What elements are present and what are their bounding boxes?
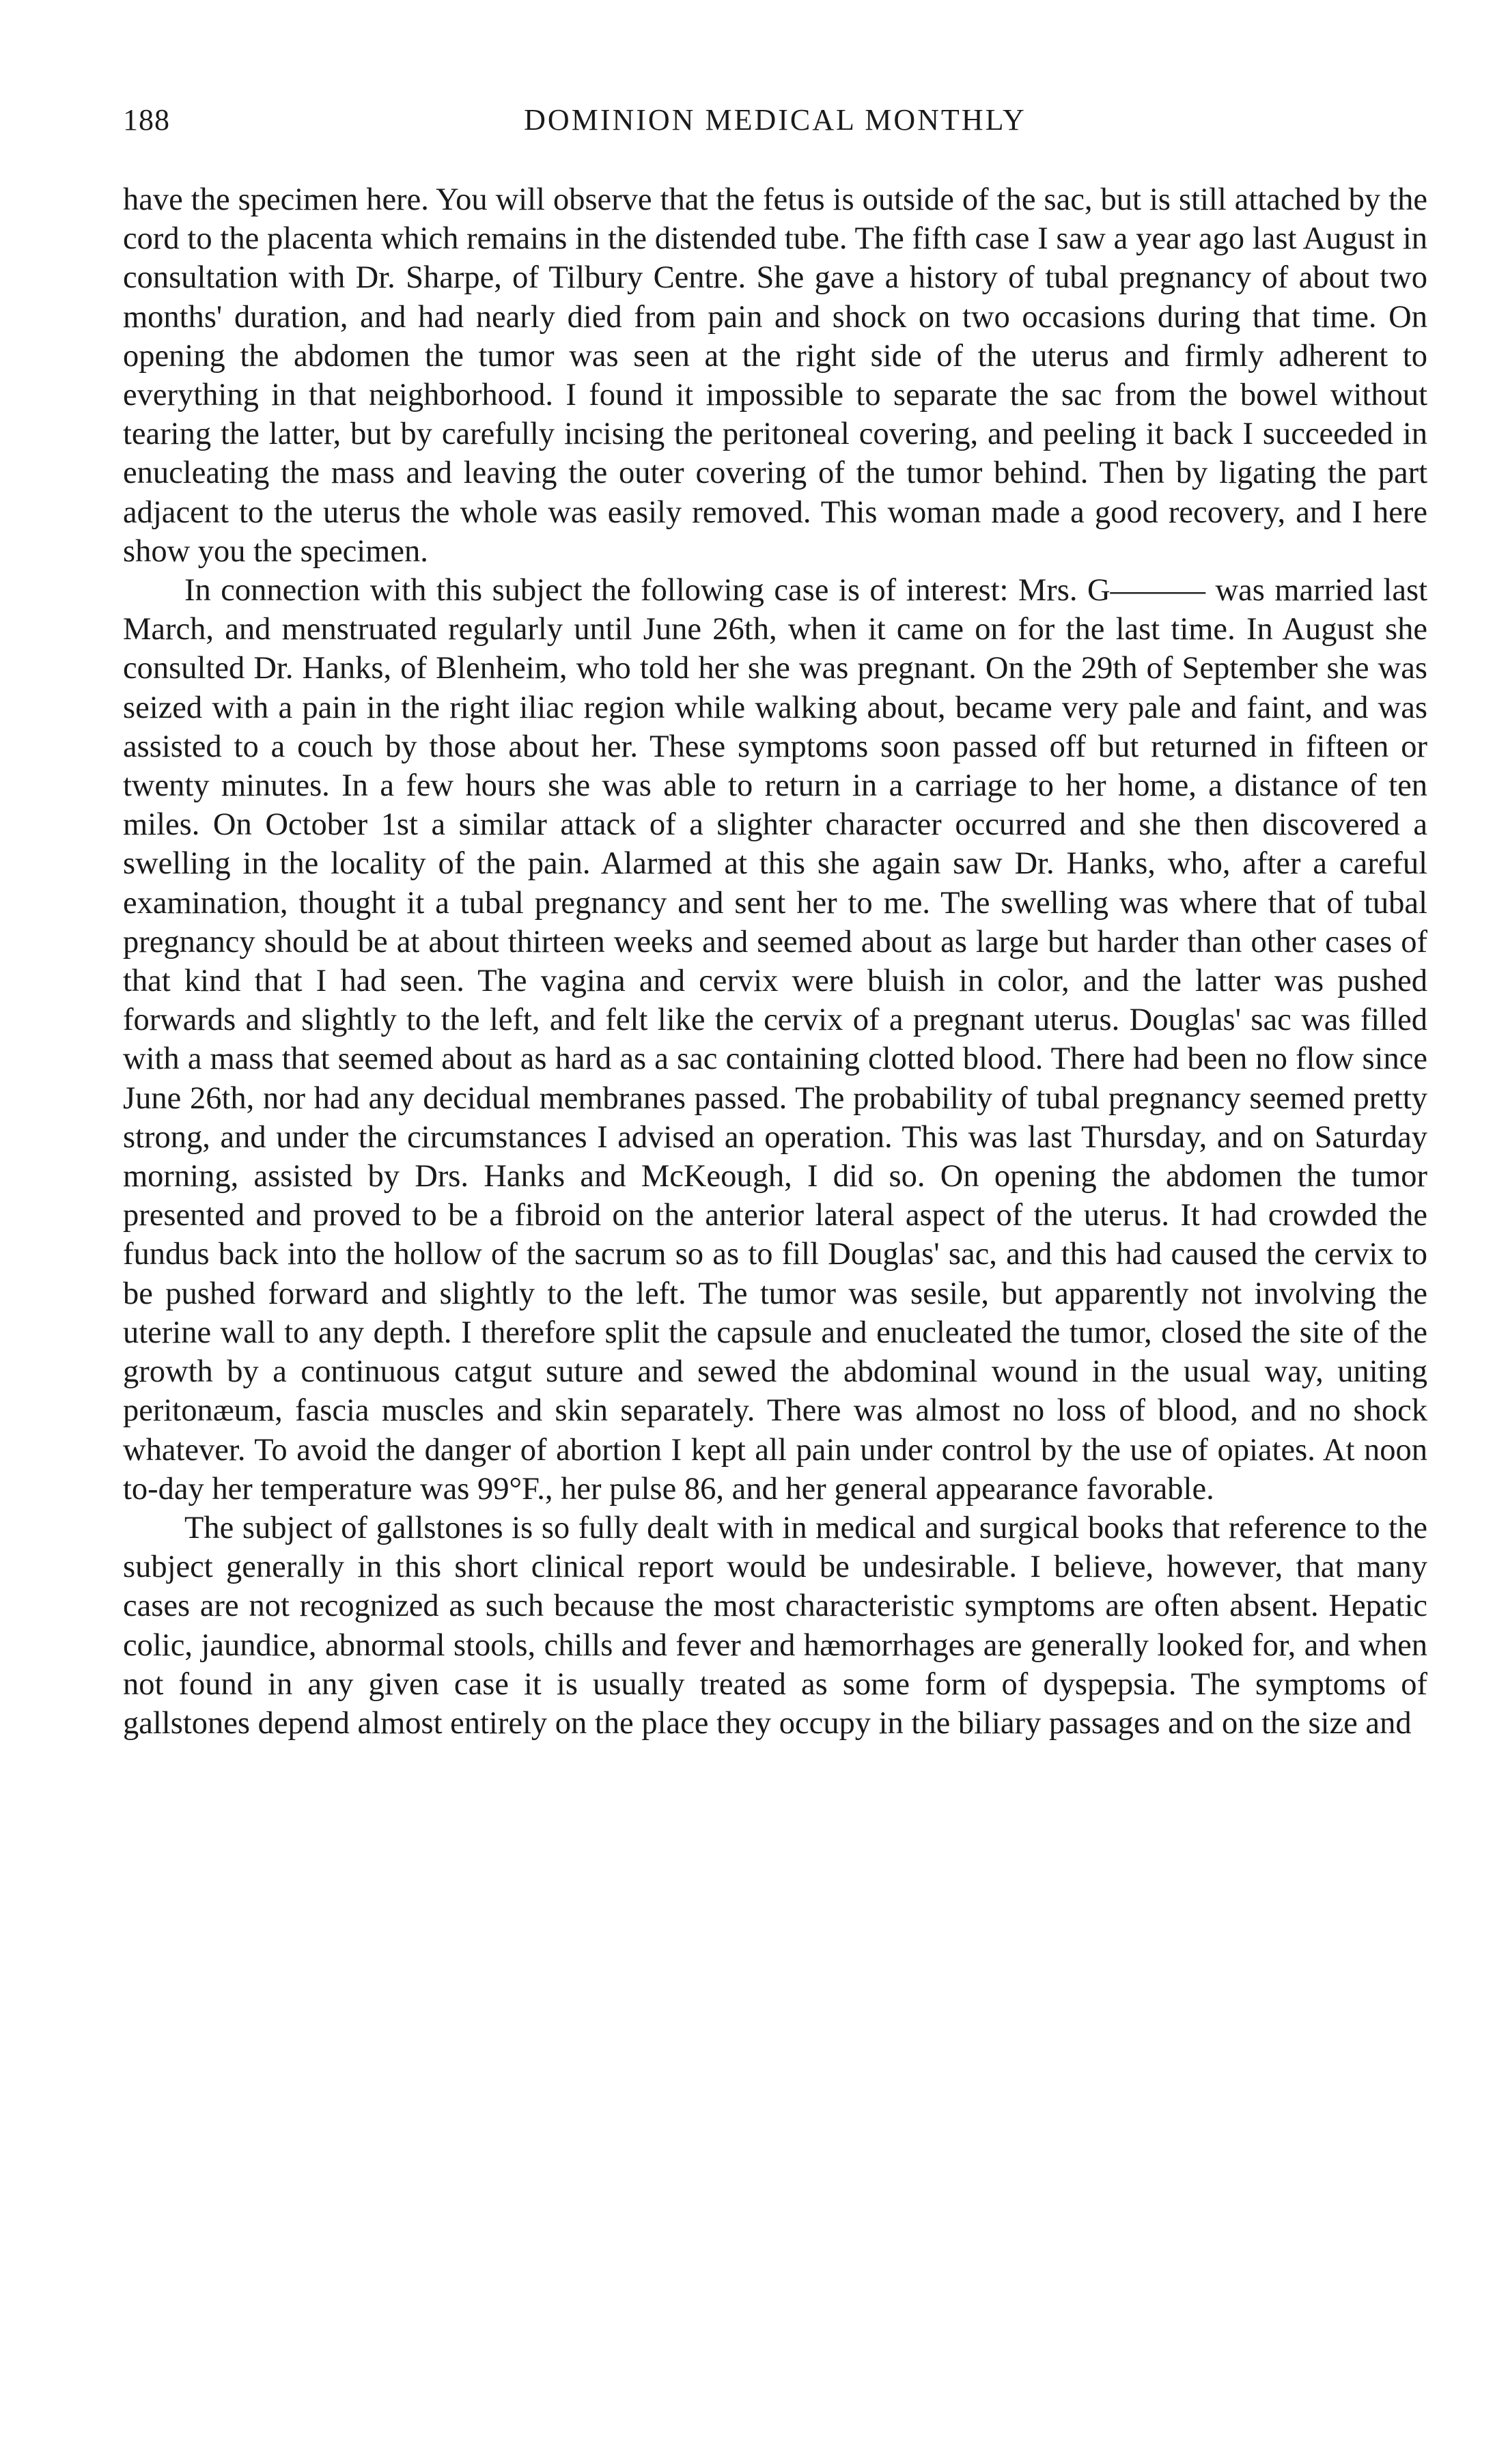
paragraph-specimen-case: have the specimen here. You will observe that the fetus is outside of the sac, but is still attached by the cord to the placenta which remains in the distended tube. The fifth case I saw a year ago last August in consultation with Dr. Sharpe, of Tilbury Centre. She gave a history of tubal pregnancy of about two months' duration, and had nearly died from pain and shock on two occasions during that time. On opening the abdomen the tumor was seen at the right side of the uterus and firmly adherent to everything in that neighborhood. I found it impossible to separate the sac from the bowel without tearing the latter, but by carefully incising the peritoneal covering, and peeling it back I succeeded in enucleating the mass and leaving the outer covering of the tumor behind. Then by ligating the part adjacent to the uterus the whole was easily removed. This woman made a good recovery, and I here show you the specimen.	[123, 182, 1427, 569]
paragraph-gallstones: The subject of gallstones is so fully dealt with in medical and surgical books that reference to the subject generally in this short clinical report would be undesirable. I believe, however, that many cases are not recognized as such because the most characteristic symptoms are often absent. Hepatic colic, jaundice, abnormal stools, chills and fever and hæmorrhages are generally looked for, and when not found in any given case it is usually treated as some form of dyspepsia. The symptoms of gallstones depend almost entirely on the place they occupy in the biliary passages and on the size and	[123, 1510, 1427, 1741]
paragraph-fibroid-case: In connection with this subject the following case is of interest: Mrs. G——— was married last March, and menstruated regularly until June 26th, when it came on for the last time. In August she consulted Dr. Hanks, of Blenheim, who told her she was pregnant. On the 29th of September she was seized with a pain in the right iliac region while walking about, became very pale and faint, and was assisted to a couch by those about her. These symptoms soon passed off but returned in fifteen or twenty minutes. In a few hours she was able to return in a carriage to her home, a distance of ten miles. On October 1st a similar attack of a slighter character occurred and she then discovered a swelling in the locality of the pain. Alarmed at this she again saw Dr. Hanks, who, after a careful examination, thought it a tubal pregnancy and sent her to me. The swelling was where that of tubal pregnancy should be at about thirteen weeks and seemed about as large but harder than other cases of that kind that I had seen. The vagina and cervix were bluish in color, and the latter was pushed forwards and slightly to the left, and felt like the cervix of a pregnant uterus. Douglas' sac was filled with a mass that seemed about as hard as a sac containing clotted blood. There had been no flow since June 26th, nor had any decidual membranes passed. The probability of tubal pregnancy seemed pretty strong, and under the circumstances I advised an operation. This was last Thursday, and on Saturday morning, assisted by Drs. Hanks and McKeough, I did so. On opening the abdomen the tumor presented and proved to be a fibroid on the anterior lateral aspect of the uterus. It had crowded the fundus back into the hollow of the sacrum so as to fill Douglas' sac, and this had caused the cervix to be pushed forward and slightly to the left. The tumor was sesile, but apparently not involving the uterine wall to any depth. I therefore split the capsule and enucleated the tumor, closed the site of the growth by a continuous catgut suture and sewed the abdominal wound in the usual way, uniting peritonæum, fascia muscles and skin separately. There was almost no loss of blood, and no shock whatever. To avoid the danger of abortion I kept all pain under control by the use of opiates. At noon to-day her temperature was 99°F., her pulse 86, and her general appearance favorable.	[123, 573, 1427, 1507]
article-body	[123, 180, 1427, 1743]
journal-title: DOMINION MEDICAL MONTHLY	[524, 103, 1027, 137]
page	[123, 102, 1427, 2356]
running-head	[123, 102, 1427, 150]
page-number: 188	[123, 103, 170, 137]
